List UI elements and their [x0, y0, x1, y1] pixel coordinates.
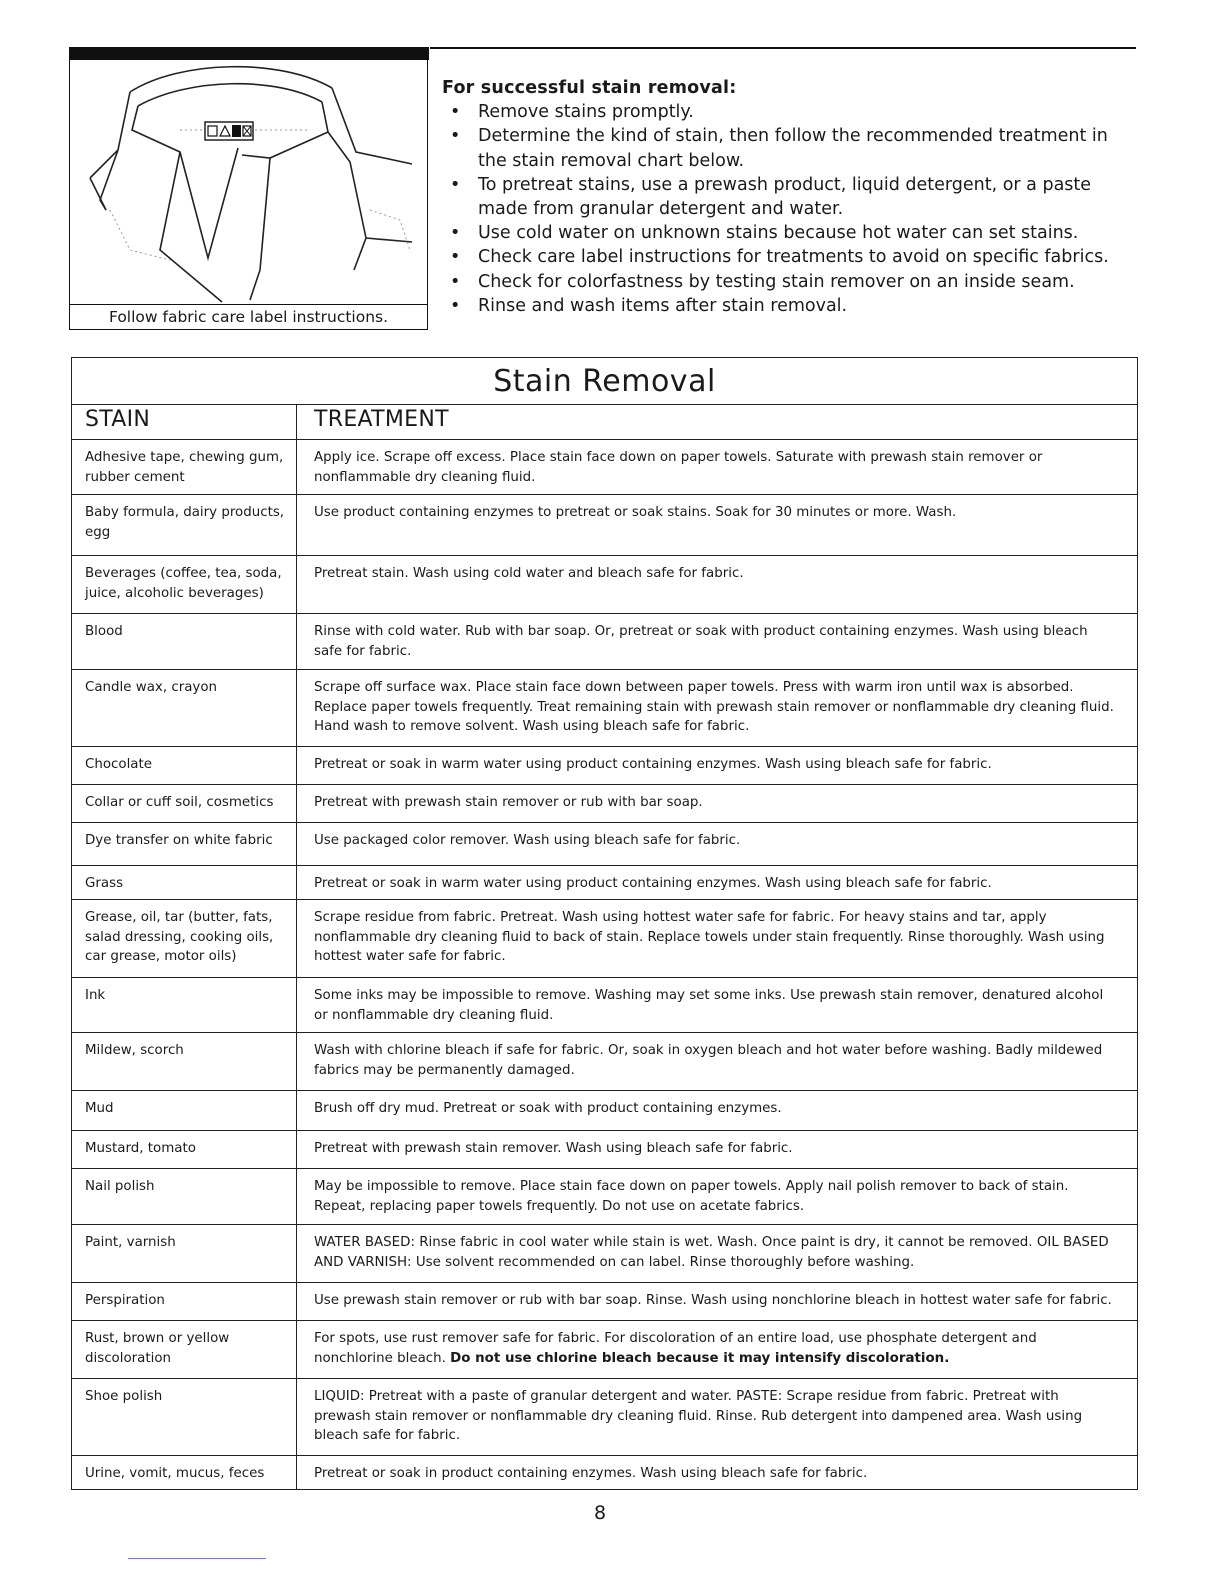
- table-body: [72, 440, 1138, 1490]
- stain-cell: Mud: [72, 1091, 297, 1131]
- treatment-cell: [297, 1283, 1138, 1321]
- stain-cell: Chocolate: [72, 747, 297, 785]
- table-row: [72, 1131, 1138, 1169]
- table-row: [72, 1456, 1138, 1490]
- table-row: [72, 1321, 1138, 1379]
- treatment-text: Apply ice. Scrape off excess. Place stain face down on paper towels. Saturate with prewash stain remover or nonflammable dry cleaning fluid.: [314, 450, 1043, 485]
- treatment-text: Scrape residue from fabric. Pretreat. Wash using hottest water safe for fabric. For heavy stains and tar, apply nonflammable dry cleaning fluid to back of stain. Replace towels under stain frequently. Rinse thoroughly. Wash using hottest water safe for fabric.: [314, 910, 1105, 964]
- treatment-text: Pretreat with prewash stain remover. Wash using bleach safe for fabric.: [314, 1141, 793, 1156]
- treatment-cell: [297, 495, 1138, 556]
- care-label-symbols-icon: [205, 122, 253, 140]
- treatment-cell: [297, 1225, 1138, 1283]
- tip-item: • Rinse and wash items after stain removal.: [442, 294, 1142, 318]
- treatment-cell: [297, 785, 1138, 823]
- footer-rule: [128, 1558, 266, 1559]
- stain-cell: Dye transfer on white fabric: [72, 823, 297, 866]
- tips-list: [442, 100, 1142, 318]
- stain-cell: Blood: [72, 614, 297, 670]
- stain-cell: Perspiration: [72, 1283, 297, 1321]
- stain-removal-tips: [442, 76, 1142, 318]
- column-header-treatment: TREATMENT: [297, 405, 1138, 440]
- treatment-cell: [297, 1131, 1138, 1169]
- treatment-text: Brush off dry mud. Pretreat or soak with product containing enzymes.: [314, 1101, 782, 1116]
- table-row: [72, 747, 1138, 785]
- treatment-text: For spots, use rust remover safe for fabric. For discoloration of an entire load, use phosphate detergent and nonchlorine bleach.: [314, 1331, 1037, 1366]
- treatment-cell: [297, 556, 1138, 614]
- table-row: [72, 1169, 1138, 1225]
- treatment-text: Rinse with cold water. Rub with bar soap. Or, pretreat or soak with product containing enzymes. Wash using bleach safe for fabric.: [314, 624, 1088, 659]
- stain-cell: Mustard, tomato: [72, 1131, 297, 1169]
- treatment-cell: [297, 614, 1138, 670]
- tips-heading: For successful stain removal:: [442, 78, 737, 98]
- tip-item: • Check for colorfastness by testing stain remover on an inside seam.: [442, 270, 1142, 294]
- tip-item: • Check care label instructions for treatments to avoid on specific fabrics.: [442, 245, 1142, 269]
- table-row: [72, 495, 1138, 556]
- stain-cell: Rust, brown or yellow discoloration: [72, 1321, 297, 1379]
- treatment-cell: [297, 900, 1138, 978]
- treatment-cell: [297, 866, 1138, 900]
- stain-cell: Urine, vomit, mucus, feces: [72, 1456, 297, 1490]
- treatment-warning: Do not use chlorine bleach because it may intensify discoloration.: [450, 1350, 950, 1366]
- tip-item: • Remove stains promptly.: [442, 100, 1142, 124]
- stain-cell: Paint, varnish: [72, 1225, 297, 1283]
- table-row: [72, 900, 1138, 978]
- table-row: [72, 1283, 1138, 1321]
- treatment-cell: [297, 1321, 1138, 1379]
- tip-item: • Use cold water on unknown stains because hot water can set stains.: [442, 221, 1142, 245]
- page-number: 8: [593, 1502, 607, 1524]
- stain-cell: Collar or cuff soil, cosmetics: [72, 785, 297, 823]
- table-row: [72, 1091, 1138, 1131]
- stain-cell: Nail polish: [72, 1169, 297, 1225]
- table-row: [72, 785, 1138, 823]
- stain-cell: Grass: [72, 866, 297, 900]
- treatment-cell: [297, 1091, 1138, 1131]
- stain-cell: Adhesive tape, chewing gum, rubber cement: [72, 440, 297, 495]
- figure-header-bar: [69, 47, 429, 60]
- stain-cell: Baby formula, dairy products, egg: [72, 495, 297, 556]
- treatment-cell: [297, 823, 1138, 866]
- tip-item: • To pretreat stains, use a prewash product, liquid detergent, or a paste made from granular detergent and water.: [442, 173, 1142, 221]
- table-row: [72, 670, 1138, 747]
- figure-caption: Follow fabric care label instructions.: [70, 304, 427, 329]
- treatment-cell: [297, 670, 1138, 747]
- treatment-cell: [297, 1379, 1138, 1456]
- treatment-text: Use product containing enzymes to pretreat or soak stains. Soak for 30 minutes or more. Wash.: [314, 505, 957, 520]
- table-row: [72, 866, 1138, 900]
- treatment-text: LIQUID: Pretreat with a paste of granular detergent and water. PASTE: Scrape residue from fabric. Pretreat with prewash stain remover or nonflammable dry cleaning fluid. Rinse. Rub detergent into dampened area. Wash using bleach safe for fabric.: [314, 1389, 1083, 1443]
- table-row: [72, 440, 1138, 495]
- shirt-figure-box: [69, 47, 428, 330]
- treatment-text: Pretreat with prewash stain remover or rub with bar soap.: [314, 795, 703, 810]
- table-title: Stain Removal: [72, 358, 1138, 405]
- stain-cell: Mildew, scorch: [72, 1033, 297, 1091]
- treatment-text: Pretreat or soak in warm water using product containing enzymes. Wash using bleach safe for fabric.: [314, 757, 992, 772]
- stain-removal-table: [71, 357, 1138, 1490]
- stain-cell: Ink: [72, 978, 297, 1033]
- table-row: [72, 1033, 1138, 1091]
- treatment-cell: [297, 1033, 1138, 1091]
- table-row: [72, 823, 1138, 866]
- table-row: [72, 978, 1138, 1033]
- table-row: [72, 1225, 1138, 1283]
- treatment-text: Use prewash stain remover or rub with bar soap. Rinse. Wash using nonchlorine bleach in hottest water safe for fabric.: [314, 1293, 1112, 1308]
- treatment-text: Pretreat stain. Wash using cold water and bleach safe for fabric.: [314, 566, 744, 581]
- treatment-text: Some inks may be impossible to remove. Washing may set some inks. Use prewash stain remover, denatured alcohol or nonflammable dry cleaning fluid.: [314, 988, 1104, 1023]
- treatment-cell: [297, 1169, 1138, 1225]
- treatment-text: Pretreat or soak in product containing enzymes. Wash using bleach safe for fabric.: [314, 1466, 868, 1481]
- treatment-text: Use packaged color remover. Wash using bleach safe for fabric.: [314, 833, 741, 848]
- treatment-text: Wash with chlorine bleach if safe for fabric. Or, soak in oxygen bleach and hot water before washing. Badly mildewed fabrics may be permanently damaged.: [314, 1043, 1103, 1078]
- treatment-text: May be impossible to remove. Place stain face down on paper towels. Apply nail polish remover to back of stain. Repeat, replacing paper towels frequently. Do not use on acetate fabrics.: [314, 1179, 1069, 1214]
- stain-cell: Candle wax, crayon: [72, 670, 297, 747]
- table-row: [72, 1379, 1138, 1456]
- treatment-text: Pretreat or soak in warm water using product containing enzymes. Wash using bleach safe for fabric.: [314, 876, 992, 891]
- tip-item: • Determine the kind of stain, then follow the recommended treatment in the stain removal chart below.: [442, 124, 1142, 172]
- treatment-cell: [297, 978, 1138, 1033]
- table-row: [72, 614, 1138, 670]
- treatment-cell: [297, 1456, 1138, 1490]
- top-rule: [430, 47, 1136, 49]
- stain-cell: Shoe polish: [72, 1379, 297, 1456]
- shirt-collar-illustration-icon: [70, 60, 427, 304]
- column-header-stain: STAIN: [72, 405, 297, 440]
- table-row: [72, 556, 1138, 614]
- stain-cell: Grease, oil, tar (butter, fats, salad dressing, cooking oils, car grease, motor oils): [72, 900, 297, 978]
- stain-cell: Beverages (coffee, tea, soda, juice, alcoholic beverages): [72, 556, 297, 614]
- treatment-cell: [297, 440, 1138, 495]
- treatment-text: Scrape off surface wax. Place stain face down between paper towels. Press with warm iron until wax is absorbed. Replace paper towels frequently. Treat remaining stain with prewash stain remover or nonflammable dry cleaning fluid. Hand wash to remove solvent. Wash using bleach safe for fabric.: [314, 680, 1114, 734]
- treatment-cell: [297, 747, 1138, 785]
- treatment-text: WATER BASED: Rinse fabric in cool water while stain is wet. Wash. Once paint is dry, it cannot be removed. OIL BASED AND VARNISH: Use solvent recommended on can label. Rinse thoroughly before washing.: [314, 1235, 1109, 1270]
